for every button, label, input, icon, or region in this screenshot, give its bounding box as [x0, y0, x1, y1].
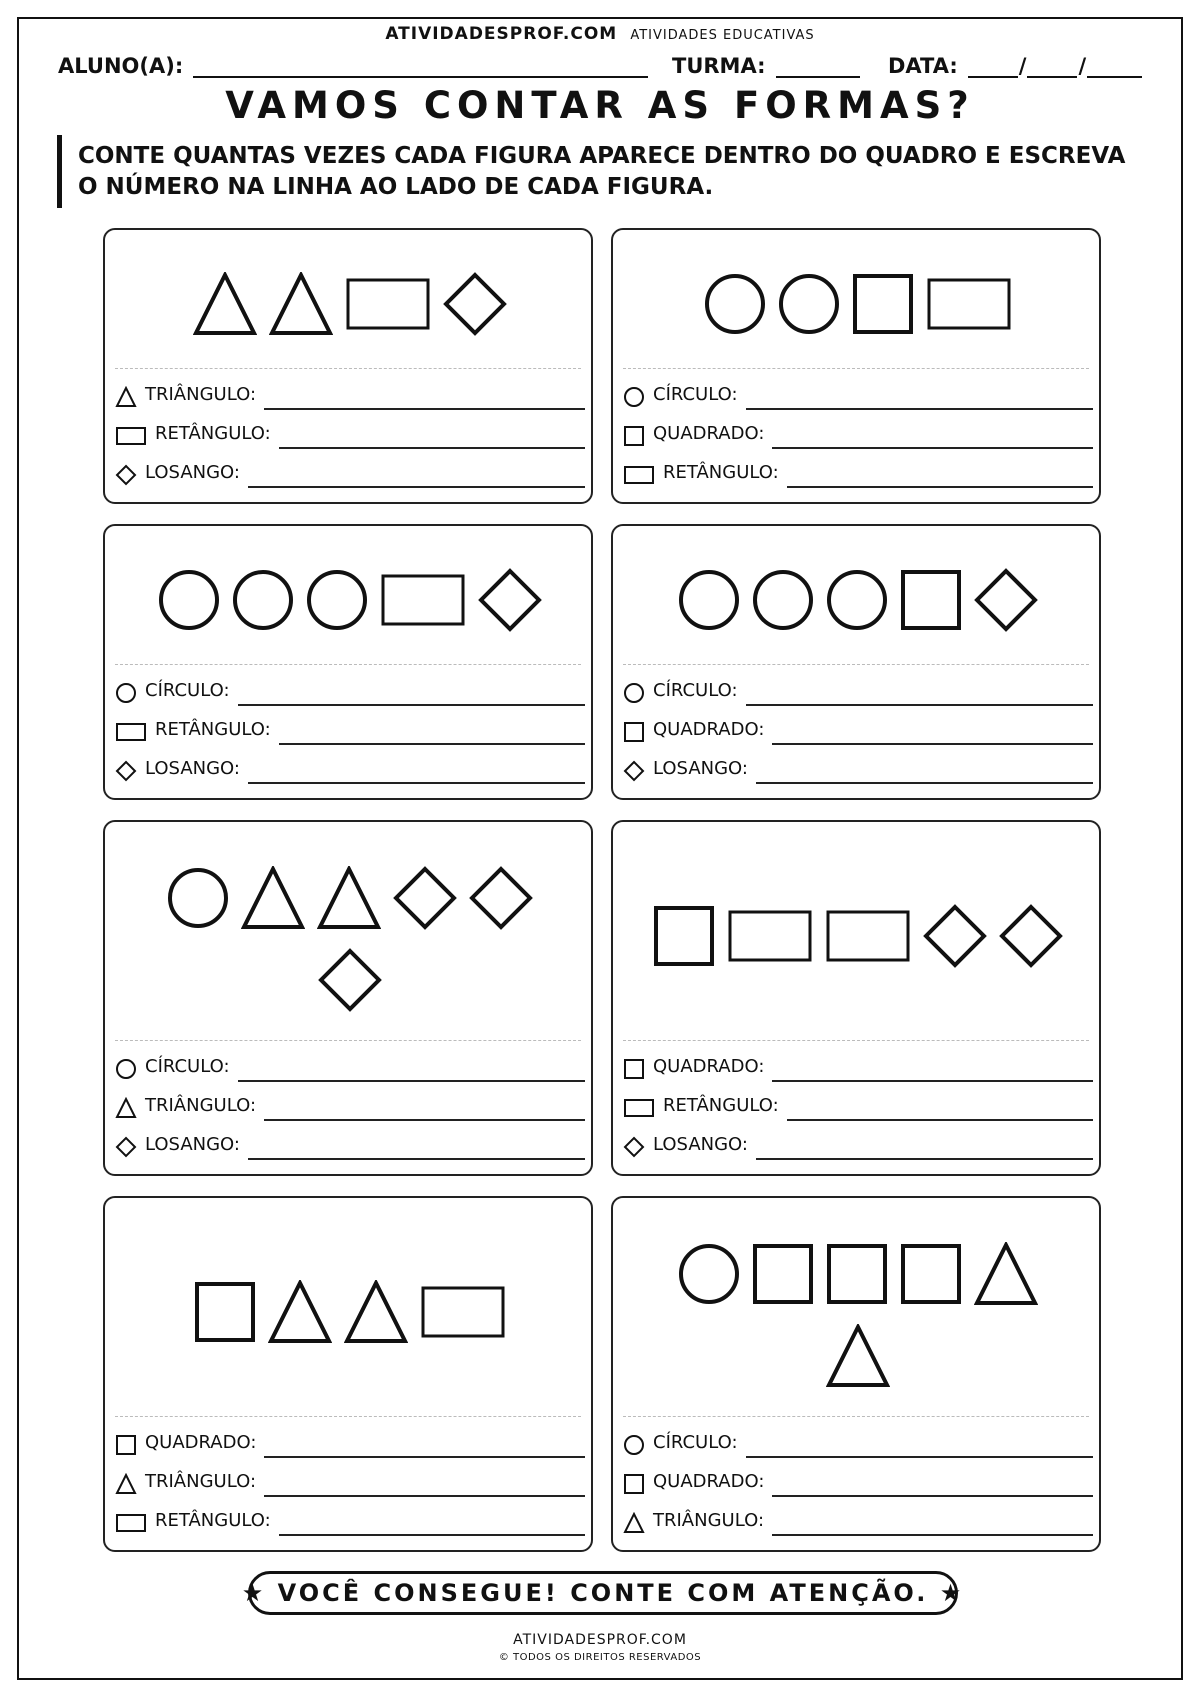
- circle-icon: [678, 568, 740, 632]
- rectangle-shape: [117, 724, 145, 740]
- answer-row-diamond: [115, 1130, 585, 1160]
- triangle-shape: [272, 275, 330, 333]
- circle-icon: [826, 568, 888, 632]
- triangle-shape: [117, 388, 135, 406]
- answer-line[interactable]: [238, 1080, 585, 1082]
- rectangle-icon: [420, 1280, 506, 1344]
- diamond-icon: [923, 904, 987, 968]
- answer-line[interactable]: [264, 1495, 585, 1497]
- site-name: ATIVIDADESPROF.COM: [385, 24, 618, 44]
- circle-icon: [778, 272, 840, 336]
- square-icon: [623, 721, 645, 743]
- diamond-shape: [472, 869, 530, 927]
- diamond-shape: [396, 869, 454, 927]
- circle-shape: [625, 1436, 643, 1454]
- diamond-icon: [393, 866, 457, 930]
- answer-line[interactable]: [264, 1119, 585, 1121]
- student-field: [58, 50, 648, 78]
- rectangle-icon: [926, 272, 1012, 336]
- answer-label: RETÂNGULO:: [663, 1095, 779, 1116]
- square-icon: [623, 1058, 645, 1080]
- circle-shape: [235, 572, 291, 628]
- triangle-shape: [347, 1283, 405, 1341]
- diamond-icon: [623, 760, 645, 782]
- circle-shape: [625, 684, 643, 702]
- rectangle-shape: [117, 428, 145, 444]
- motivation-banner: [241, 1571, 965, 1615]
- answer-row-triangle: [623, 1506, 1093, 1536]
- square-icon: [653, 904, 715, 968]
- diamond-shape: [117, 1138, 135, 1156]
- diamond-icon: [999, 904, 1063, 968]
- rectangle-shape: [423, 1288, 503, 1336]
- square-shape: [903, 572, 959, 628]
- card-divider: [623, 368, 1089, 369]
- answer-row-square: [623, 1052, 1093, 1082]
- answer-line[interactable]: [756, 1158, 1093, 1160]
- circle-shape: [117, 1060, 135, 1078]
- class-field: [672, 50, 860, 78]
- card-divider: [623, 664, 1089, 665]
- answer-label: CÍRCULO:: [653, 1432, 738, 1453]
- square-shape: [625, 427, 643, 445]
- diamond-shape: [625, 762, 643, 780]
- motivation-text: ★ VOCÊ CONSEGUE! CONTE COM ATENÇÃO. ★: [241, 1579, 965, 1607]
- square-shape: [829, 1246, 885, 1302]
- triangle-icon: [115, 1097, 137, 1119]
- square-shape: [755, 1246, 811, 1302]
- triangle-icon: [115, 1473, 137, 1495]
- square-shape: [656, 908, 712, 964]
- date-day-line[interactable]: [968, 56, 1018, 78]
- rectangle-shape: [730, 912, 810, 960]
- circle-shape: [170, 870, 226, 926]
- instructions-bar: [57, 135, 62, 208]
- square-icon: [194, 1280, 256, 1344]
- answer-line[interactable]: [248, 1158, 585, 1160]
- answer-line[interactable]: [756, 782, 1093, 784]
- answer-line[interactable]: [279, 743, 585, 745]
- circle-icon: [678, 1242, 740, 1306]
- site-subtitle: ATIVIDADES EDUCATIVAS: [630, 28, 815, 43]
- square-icon: [752, 1242, 814, 1306]
- rectangle-icon: [115, 721, 147, 743]
- circle-icon: [167, 866, 229, 930]
- triangle-shape: [117, 1475, 135, 1493]
- shape-card-2: [611, 228, 1101, 504]
- triangle-icon: [268, 1280, 332, 1344]
- rectangle-icon: [623, 1097, 655, 1119]
- circle-shape: [681, 572, 737, 628]
- answer-label: RETÂNGULO:: [663, 462, 779, 483]
- answer-label: CÍRCULO:: [653, 680, 738, 701]
- answer-label: QUADRADO:: [653, 719, 765, 740]
- answer-row-rectangle: [623, 1091, 1093, 1121]
- triangle-shape: [977, 1245, 1035, 1303]
- answer-label: RETÂNGULO:: [155, 719, 271, 740]
- answer-row-triangle: [115, 1467, 585, 1497]
- answer-label: TRIÂNGULO:: [145, 1471, 257, 1492]
- shape-card-6: [611, 820, 1101, 1176]
- answer-line[interactable]: [264, 408, 585, 410]
- card-divider: [115, 1040, 581, 1041]
- answer-line[interactable]: [746, 1456, 1093, 1458]
- diamond-shape: [977, 571, 1035, 629]
- answer-row-rectangle: [115, 419, 585, 449]
- triangle-icon: [826, 1324, 890, 1388]
- answer-row-circle: [115, 676, 585, 706]
- answer-line[interactable]: [772, 1495, 1093, 1497]
- answer-label: LOSANGO:: [653, 758, 748, 779]
- diamond-icon: [115, 1136, 137, 1158]
- footer-copyright: © TODOS OS DIREITOS RESERVADOS: [498, 1652, 702, 1663]
- circle-icon: [306, 568, 368, 632]
- instructions: CONTE QUANTAS VEZES CADA FIGURA APARECE DENTRO DO QUADRO E ESCREVA O NÚMERO NA LINHA AO LADO DE CADA FIGURA.: [78, 143, 1126, 200]
- answer-row-rectangle: [115, 1506, 585, 1536]
- diamond-icon: [478, 568, 542, 632]
- answer-line[interactable]: [248, 486, 585, 488]
- answer-row-diamond: [623, 1130, 1093, 1160]
- date-separator: /: [1078, 54, 1087, 78]
- circle-icon: [115, 1058, 137, 1080]
- answer-row-circle: [623, 380, 1093, 410]
- diamond-shape: [1002, 907, 1060, 965]
- answer-row-square: [623, 715, 1093, 745]
- answer-line[interactable]: [264, 1456, 585, 1458]
- rectangle-shape: [348, 280, 428, 328]
- answer-row-rectangle: [623, 458, 1093, 488]
- answer-line[interactable]: [772, 1080, 1093, 1082]
- circle-icon: [232, 568, 294, 632]
- answer-line[interactable]: [279, 1534, 585, 1536]
- shape-card-4: [611, 524, 1101, 800]
- diamond-shape: [321, 951, 379, 1009]
- answer-row-diamond: [115, 458, 585, 488]
- answer-label: TRIÂNGULO:: [145, 1095, 257, 1116]
- answer-line[interactable]: [772, 1534, 1093, 1536]
- date-separator: /: [1018, 54, 1027, 78]
- card-divider: [115, 1416, 581, 1417]
- triangle-shape: [320, 869, 378, 927]
- shape-card-8: [611, 1196, 1101, 1552]
- square-shape: [855, 276, 911, 332]
- circle-icon: [158, 568, 220, 632]
- rectangle-icon: [115, 425, 147, 447]
- diamond-shape: [625, 1138, 643, 1156]
- rectangle-icon: [115, 1512, 147, 1534]
- circle-shape: [829, 572, 885, 628]
- square-icon: [623, 425, 645, 447]
- answer-line[interactable]: [787, 1119, 1093, 1121]
- rectangle-icon: [345, 272, 431, 336]
- triangle-icon: [623, 1512, 645, 1534]
- square-icon: [115, 1434, 137, 1456]
- answer-label: TRIÂNGULO:: [145, 384, 257, 405]
- rectangle-shape: [625, 467, 653, 483]
- answer-row-circle: [623, 1428, 1093, 1458]
- shape-card-3: [103, 524, 593, 800]
- date-field: [888, 50, 1142, 78]
- square-shape: [625, 723, 643, 741]
- answer-line[interactable]: [279, 447, 585, 449]
- triangle-shape: [271, 1283, 329, 1341]
- card-divider: [623, 1040, 1089, 1041]
- circle-shape: [309, 572, 365, 628]
- answer-label: QUADRADO:: [653, 1056, 765, 1077]
- rectangle-icon: [623, 464, 655, 486]
- answer-row-square: [623, 1467, 1093, 1497]
- square-shape: [903, 1246, 959, 1302]
- answer-label: LOSANGO:: [653, 1134, 748, 1155]
- diamond-icon: [115, 464, 137, 486]
- triangle-shape: [244, 869, 302, 927]
- answer-line[interactable]: [787, 486, 1093, 488]
- answer-label: RETÂNGULO:: [155, 423, 271, 444]
- triangle-icon: [974, 1242, 1038, 1306]
- answer-line[interactable]: [746, 408, 1093, 410]
- diamond-shape: [446, 275, 504, 333]
- circle-icon: [115, 682, 137, 704]
- answer-label: CÍRCULO:: [145, 680, 230, 701]
- answer-label: LOSANGO:: [145, 462, 240, 483]
- answer-label: QUADRADO:: [145, 1432, 257, 1453]
- circle-shape: [117, 684, 135, 702]
- answer-label: LOSANGO:: [145, 758, 240, 779]
- rectangle-shape: [625, 1100, 653, 1116]
- triangle-icon: [115, 386, 137, 408]
- circle-icon: [752, 568, 814, 632]
- rectangle-shape: [117, 1515, 145, 1531]
- diamond-icon: [115, 760, 137, 782]
- triangle-shape: [625, 1514, 643, 1532]
- circle-icon: [623, 1434, 645, 1456]
- square-icon: [900, 1242, 962, 1306]
- square-shape: [625, 1060, 643, 1078]
- shape-card-7: [103, 1196, 593, 1552]
- answer-line[interactable]: [238, 704, 585, 706]
- student-name-line[interactable]: [193, 56, 648, 78]
- answer-label: QUADRADO:: [653, 1471, 765, 1492]
- answer-row-circle: [623, 676, 1093, 706]
- circle-shape: [161, 572, 217, 628]
- date-label: DATA:: [888, 54, 958, 78]
- triangle-icon: [269, 272, 333, 336]
- shape-card-1: [103, 228, 593, 504]
- answer-row-diamond: [623, 754, 1093, 784]
- circle-shape: [781, 276, 837, 332]
- answer-row-diamond: [115, 754, 585, 784]
- answer-row-square: [115, 1428, 585, 1458]
- footer-site: ATIVIDADESPROF.COM: [513, 1632, 687, 1648]
- triangle-shape: [117, 1099, 135, 1117]
- rectangle-icon: [727, 904, 813, 968]
- triangle-icon: [241, 866, 305, 930]
- date-year-line[interactable]: [1087, 56, 1142, 78]
- square-shape: [625, 1475, 643, 1493]
- answer-row-triangle: [115, 1091, 585, 1121]
- triangle-icon: [193, 272, 257, 336]
- triangle-shape: [196, 275, 254, 333]
- answer-label: TRIÂNGULO:: [653, 1510, 765, 1531]
- circle-icon: [704, 272, 766, 336]
- answer-row-triangle: [115, 380, 585, 410]
- triangle-icon: [317, 866, 381, 930]
- square-icon: [852, 272, 914, 336]
- shape-card-5: [103, 820, 593, 1176]
- square-shape: [117, 1436, 135, 1454]
- card-divider: [115, 664, 581, 665]
- diamond-shape: [481, 571, 539, 629]
- circle-shape: [625, 388, 643, 406]
- date-month-line[interactable]: [1027, 56, 1077, 78]
- answer-label: RETÂNGULO:: [155, 1510, 271, 1531]
- circle-icon: [623, 682, 645, 704]
- triangle-icon: [344, 1280, 408, 1344]
- answer-line[interactable]: [772, 447, 1093, 449]
- diamond-icon: [623, 1136, 645, 1158]
- rectangle-shape: [929, 280, 1009, 328]
- circle-shape: [707, 276, 763, 332]
- class-line[interactable]: [776, 56, 860, 78]
- circle-shape: [681, 1246, 737, 1302]
- diamond-icon: [318, 948, 382, 1012]
- class-label: TURMA:: [672, 54, 766, 78]
- square-icon: [900, 568, 962, 632]
- answer-label: CÍRCULO:: [145, 1056, 230, 1077]
- answer-line[interactable]: [248, 782, 585, 784]
- page-title: VAMOS CONTAR AS FORMAS?: [225, 84, 975, 127]
- circle-icon: [623, 386, 645, 408]
- diamond-shape: [926, 907, 984, 965]
- answer-row-square: [623, 419, 1093, 449]
- answer-line[interactable]: [772, 743, 1093, 745]
- answer-label: QUADRADO:: [653, 423, 765, 444]
- diamond-icon: [443, 272, 507, 336]
- answer-line[interactable]: [746, 704, 1093, 706]
- square-shape: [197, 1284, 253, 1340]
- diamond-shape: [117, 762, 135, 780]
- circle-shape: [755, 572, 811, 628]
- triangle-shape: [829, 1327, 887, 1385]
- date-line[interactable]: [968, 54, 1142, 78]
- site-header: [0, 24, 1200, 44]
- rectangle-shape: [383, 576, 463, 624]
- card-divider: [623, 1416, 1089, 1417]
- square-icon: [623, 1473, 645, 1495]
- rectangle-icon: [825, 904, 911, 968]
- diamond-shape: [117, 466, 135, 484]
- student-label: ALUNO(A):: [58, 54, 184, 78]
- answer-row-circle: [115, 1052, 585, 1082]
- square-icon: [826, 1242, 888, 1306]
- rectangle-shape: [828, 912, 908, 960]
- answer-label: LOSANGO:: [145, 1134, 240, 1155]
- answer-row-rectangle: [115, 715, 585, 745]
- diamond-icon: [469, 866, 533, 930]
- diamond-icon: [974, 568, 1038, 632]
- card-divider: [115, 368, 581, 369]
- answer-label: CÍRCULO:: [653, 384, 738, 405]
- rectangle-icon: [380, 568, 466, 632]
